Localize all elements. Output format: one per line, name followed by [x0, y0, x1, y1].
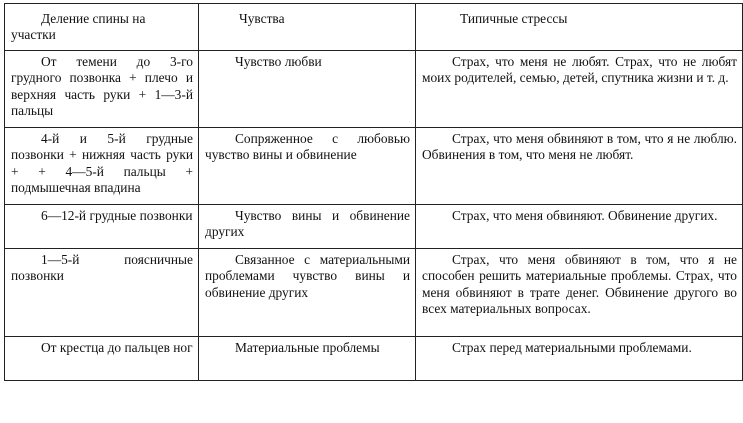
table-row: [5, 51, 743, 128]
header-row: [5, 4, 743, 51]
zone-cell: 4-й и 5-й грудные позвонки + нижняя часть руки + + 4—5-й пальцы + подмышечная впадина: [5, 128, 199, 205]
zone-cell: 6—12-й грудные позвонки: [5, 205, 199, 249]
stress-cell: Страх, что меня обвиняют в том, что я не люблю. Обвинения в том, что меня не любят.: [416, 128, 743, 205]
feeling-cell: Связанное с материальными проблемами чувство вины и обвинение других: [199, 249, 416, 337]
header-zone: Деление спины на участки: [5, 4, 199, 51]
feeling-cell: Чувство вины и обвинение других: [199, 205, 416, 249]
table-row: [5, 337, 743, 381]
header-feelings: Чувства: [199, 4, 416, 51]
stress-cell: Страх, что меня не любят. Страх, что не любят моих родителей, семью, детей, спутника жизни и т. д.: [416, 51, 743, 128]
table-row: [5, 128, 743, 205]
feeling-cell: Сопряженное с любовью чувство вины и обвинение: [199, 128, 416, 205]
stress-table: [4, 3, 743, 381]
feeling-cell: Материальные проблемы: [199, 337, 416, 381]
stress-cell: Страх перед материальными проблемами.: [416, 337, 743, 381]
stress-cell: Страх, что меня обвиняют. Обвинение других.: [416, 205, 743, 249]
stress-cell: Страх, что меня обвиняют в том, что я не способен решить материальные проблемы. Страх, что меня обвиняют в трате денег. Обвинение другого во всех материальных вопросах.: [416, 249, 743, 337]
header-stresses: Типичные стрессы: [416, 4, 743, 51]
zone-cell: От темени до 3-го грудного позвонка + плечо и верхняя часть руки + 1—3-й пальцы: [5, 51, 199, 128]
feeling-cell: Чувство любви: [199, 51, 416, 128]
table-row: [5, 249, 743, 337]
zone-cell: 1—5-й поясничные позвонки: [5, 249, 199, 337]
table-row: [5, 205, 743, 249]
zone-cell: От крестца до пальцев ног: [5, 337, 199, 381]
